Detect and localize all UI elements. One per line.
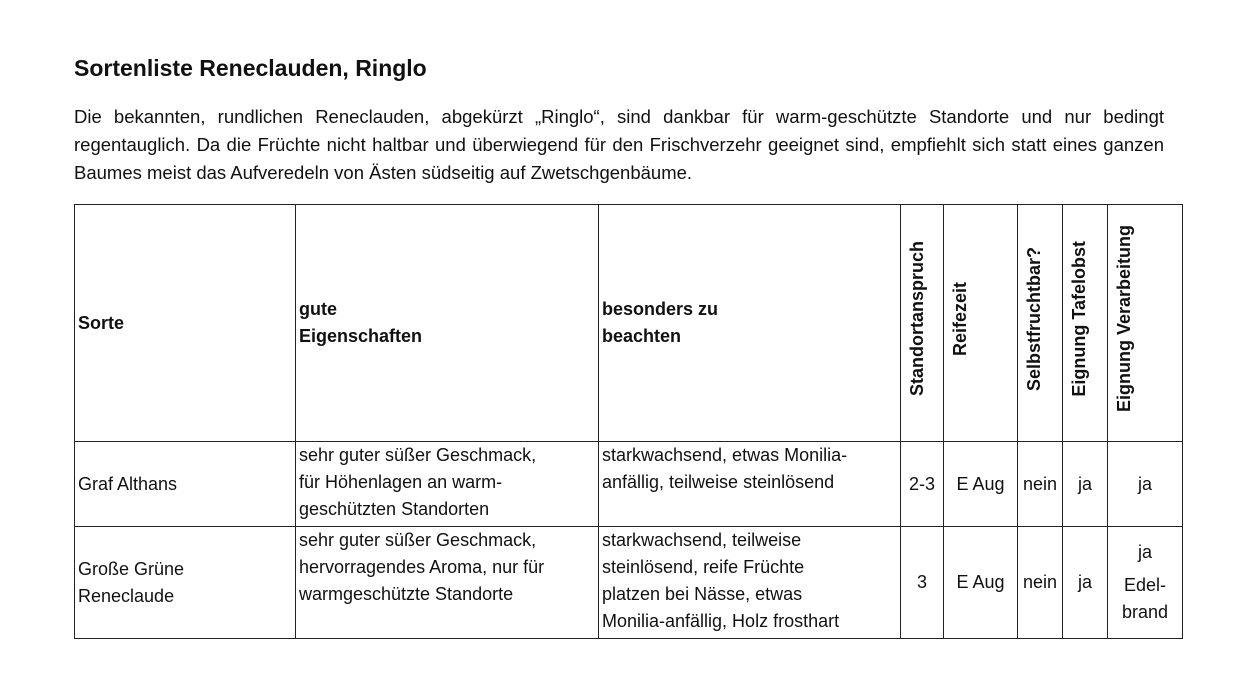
cell-selbstfruchtbar: nein bbox=[1018, 527, 1063, 639]
cell-besonders-beachten bbox=[599, 527, 901, 639]
header-eignung-verarbeitung bbox=[1108, 205, 1183, 442]
cell-selbstfruchtbar: nein bbox=[1018, 442, 1063, 527]
table-header-row bbox=[75, 205, 1183, 442]
header-standortanspruch bbox=[901, 205, 944, 442]
cell-verarbeitung bbox=[1108, 527, 1183, 639]
variety-table bbox=[74, 204, 1183, 639]
cell-text-line: starkwachsend, teilweise bbox=[602, 530, 802, 550]
header-eignung-tafelobst bbox=[1063, 205, 1108, 442]
cell-reifezeit: E Aug bbox=[944, 442, 1018, 527]
cell-verarbeitung bbox=[1108, 442, 1183, 527]
header-reifezeit bbox=[944, 205, 1018, 442]
cell-text-line: geschützten Standorten bbox=[299, 499, 490, 519]
cell-text-line: platzen bei Nässe, etwas bbox=[602, 584, 803, 604]
header-sorte: Sorte bbox=[75, 205, 296, 442]
cell-text-line: starkwachsend, etwas Monilia- bbox=[602, 445, 848, 465]
cell-gute-eigenschaften bbox=[296, 442, 599, 527]
cell-sorte-line: Reneclaude bbox=[78, 585, 175, 606]
cell-text-line: sehr guter süßer Geschmack, bbox=[299, 445, 537, 465]
cell-sorte bbox=[75, 527, 296, 639]
header-besonders-line-2: beachten bbox=[602, 326, 682, 346]
table-row bbox=[75, 442, 1183, 527]
cell-sorte bbox=[75, 442, 296, 527]
cell-text-line: Monilia-anfällig, Holz frosthart bbox=[602, 611, 840, 631]
header-besonders-line-1: besonders zu bbox=[602, 299, 719, 319]
cell-text-line: für Höhenlagen an warm- bbox=[299, 472, 503, 492]
cell-verarbeitung-line: ja bbox=[1137, 473, 1152, 494]
document-title: Sortenliste Reneclauden, Ringlo bbox=[74, 55, 427, 81]
cell-reifezeit: E Aug bbox=[944, 527, 1018, 639]
cell-text-line: anfällig, teilweise steinlösend bbox=[602, 472, 835, 492]
cell-besonders-beachten bbox=[599, 442, 901, 527]
header-eignung-verarbeitung-label: Eignung Verarbeitung bbox=[1114, 225, 1134, 413]
cell-text-line: steinlösend, reife Früchte bbox=[602, 557, 805, 577]
header-standortanspruch-label: Standortanspruch bbox=[907, 241, 927, 397]
header-gute-line-2: Eigenschaften bbox=[299, 326, 423, 346]
cell-verarbeitung-line: brand bbox=[1121, 602, 1169, 622]
cell-sorte-line: Graf Althans bbox=[78, 473, 178, 494]
cell-standortanspruch: 3 bbox=[901, 527, 944, 639]
cell-standortanspruch: 2-3 bbox=[901, 442, 944, 527]
header-selbstfruchtbar bbox=[1018, 205, 1063, 442]
header-reifezeit-label: Reifezeit bbox=[950, 281, 970, 357]
cell-tafelobst: ja bbox=[1063, 527, 1108, 639]
table-row bbox=[75, 527, 1183, 639]
header-gute-line-1: gute bbox=[299, 299, 337, 319]
cell-verarbeitung-line: Edel- bbox=[1123, 575, 1167, 595]
header-besonders-beachten bbox=[599, 205, 901, 442]
cell-gute-eigenschaften bbox=[296, 527, 599, 639]
header-gute-eigenschaften bbox=[296, 205, 599, 442]
cell-verarbeitung-line: ja bbox=[1137, 542, 1152, 562]
cell-text-line: sehr guter süßer Geschmack, bbox=[299, 530, 537, 550]
cell-text-line: hervorragendes Aroma, nur für bbox=[299, 557, 545, 577]
cell-tafelobst: ja bbox=[1063, 442, 1108, 527]
header-selbstfruchtbar-label: Selbstfruchtbar? bbox=[1024, 246, 1044, 392]
header-eignung-tafelobst-label: Eignung Tafelobst bbox=[1069, 241, 1089, 397]
cell-sorte-line: Große Grüne bbox=[78, 558, 185, 579]
intro-paragraph: Die bekannten, rundlichen Reneclauden, abgekürzt „Ringlo“, sind dankbar für warm-geschützte Standorte und nur bedingt regentauglich. Da die Früchte nicht haltbar und überwiegend für den Frischverzehr geeignet sind, empfiehlt sich statt eines ganzen Baumes meist das Aufveredeln von Ästen südseitig auf Zwetschgenbäume. bbox=[74, 106, 1164, 183]
cell-text-line: warmgeschützte Standorte bbox=[299, 584, 514, 604]
